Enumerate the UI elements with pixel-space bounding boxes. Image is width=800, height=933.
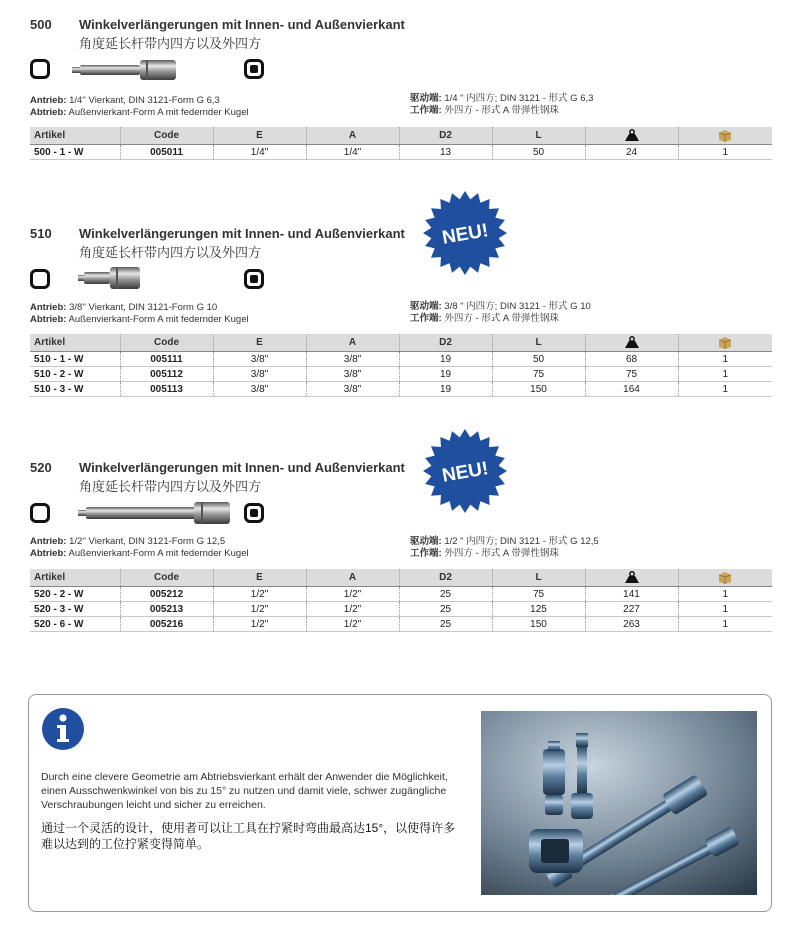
box-icon — [717, 571, 733, 584]
square-drive-icon — [30, 59, 50, 79]
col-a: A — [306, 334, 399, 352]
col-artikel: Artikel — [30, 569, 120, 587]
drive-spec-cn: 驱动端: 1/2 " 内四方; DIN 3121 - 形式 G 12,5 工作端: 外四方 - 形式 A 带弹性钢珠 — [410, 536, 599, 559]
col-d2: D2 — [399, 127, 492, 145]
square-drive-icon — [30, 269, 50, 289]
extension-bar-image — [76, 266, 142, 290]
section-title-cn: 角度延长杆带内四方以及外四方 — [79, 245, 262, 260]
section-500 — [30, 17, 772, 157]
col-code: Code — [120, 569, 213, 587]
col-e: E — [213, 569, 306, 587]
new-badge — [422, 190, 508, 276]
section-title-cn: 角度延长杆带内四方以及外四方 — [79, 36, 262, 51]
col-artikel: Artikel — [30, 127, 120, 145]
col-d2: D2 — [399, 334, 492, 352]
table-row: 500 - 1 - W 005011 1/4" 1/4" 13 50 24 1 — [30, 145, 772, 160]
table-header-row — [30, 127, 772, 145]
col-e: E — [213, 334, 306, 352]
col-weight — [585, 127, 678, 145]
product-photo — [481, 711, 757, 895]
table-row: 510 - 1 - W 005111 3/8" 3/8" 19 50 68 1 — [30, 352, 772, 367]
table-row: 520 - 6 - W 005216 1/2" 1/2" 25 150 263 1 — [30, 617, 772, 632]
weight-icon — [624, 129, 640, 142]
extension-bar-image — [70, 59, 180, 81]
table-row: 510 - 3 - W 005113 3/8" 3/8" 19 150 164 1 — [30, 382, 772, 397]
box-icon — [717, 129, 733, 142]
section-510 — [30, 220, 772, 406]
square-socket-icon — [244, 503, 264, 523]
info-box — [28, 694, 772, 912]
product-table — [30, 334, 772, 397]
section-title-cn: 角度延长杆带内四方以及外四方 — [79, 479, 262, 494]
col-artikel: Artikel — [30, 334, 120, 352]
col-qty — [678, 127, 772, 145]
section-title: Winkelverlängerungen mit Innen- und Außenvierkant — [79, 460, 405, 475]
square-socket-icon — [244, 269, 264, 289]
drive-spec-de: Antrieb: 1/2'' Vierkant, DIN 3121-Form G 12,5 Abtrieb: Außenvierkant-Form A mit federnder Kugel — [30, 536, 249, 559]
col-a: A — [306, 127, 399, 145]
section-number: 520 — [30, 460, 52, 475]
col-weight — [585, 334, 678, 352]
weight-icon — [624, 571, 640, 584]
table-row: 510 - 2 - W 005112 3/8" 3/8" 19 75 75 1 — [30, 367, 772, 382]
col-qty — [678, 334, 772, 352]
new-badge — [422, 428, 508, 514]
new-badge-label: NEU! — [440, 220, 490, 249]
col-code: Code — [120, 334, 213, 352]
info-text-cn: 通过一个灵活的设计，使用者可以让工具在拧紧时弯曲最高达15°，以使得许多难以达到的工位拧紧变得简单。 — [41, 821, 456, 851]
col-d2: D2 — [399, 569, 492, 587]
box-icon — [717, 336, 733, 349]
drive-spec-cn: 驱动端: 1/4 " 内四方; DIN 3121 - 形式 G 6,3 工作端: 外四方 - 形式 A 带弹性钢珠 — [410, 93, 594, 116]
table-header-row — [30, 334, 772, 352]
col-l: L — [492, 127, 585, 145]
square-socket-icon — [244, 59, 264, 79]
drive-spec-de: Antrieb: 1/4'' Vierkant, DIN 3121-Form G 6,3 Abtrieb: Außenvierkant-Form A mit federnder Kugel — [30, 95, 249, 118]
col-l: L — [492, 334, 585, 352]
drive-spec-de: Antrieb: 3/8'' Vierkant, DIN 3121-Form G 10 Abtrieb: Außenvierkant-Form A mit federnder Kugel — [30, 302, 249, 325]
weight-icon — [624, 336, 640, 349]
col-weight — [585, 569, 678, 587]
section-title: Winkelverlängerungen mit Innen- und Außenvierkant — [79, 17, 405, 32]
table-row: 520 - 3 - W 005213 1/2" 1/2" 25 125 227 1 — [30, 602, 772, 617]
product-table — [30, 127, 772, 160]
col-qty — [678, 569, 772, 587]
info-icon — [41, 707, 85, 751]
section-title: Winkelverlängerungen mit Innen- und Außenvierkant — [79, 226, 405, 241]
table-header-row — [30, 569, 772, 587]
extension-bar-image — [76, 501, 232, 525]
section-number: 510 — [30, 226, 52, 241]
col-e: E — [213, 127, 306, 145]
table-row: 520 - 2 - W 005212 1/2" 1/2" 25 75 141 1 — [30, 587, 772, 602]
col-a: A — [306, 569, 399, 587]
col-code: Code — [120, 127, 213, 145]
col-l: L — [492, 569, 585, 587]
info-text-de: Durch eine clevere Geometrie am Abtriebsvierkant erhält der Anwender die Möglichkeit, einen Ausschwenkwinkel von bis zu 15° zu nutzen und damit viele, schwer zugängliche Verschraubungen leicht und sicher zu erreichen. — [41, 771, 448, 811]
drive-spec-cn: 驱动端: 3/8 " 内四方; DIN 3121 - 形式 G 10 工作端: 外四方 - 形式 A 带弹性钢珠 — [410, 301, 591, 324]
section-520 — [30, 460, 772, 640]
section-number: 500 — [30, 17, 52, 32]
new-badge-label: NEU! — [440, 458, 490, 487]
square-drive-icon — [30, 503, 50, 523]
product-table — [30, 569, 772, 632]
